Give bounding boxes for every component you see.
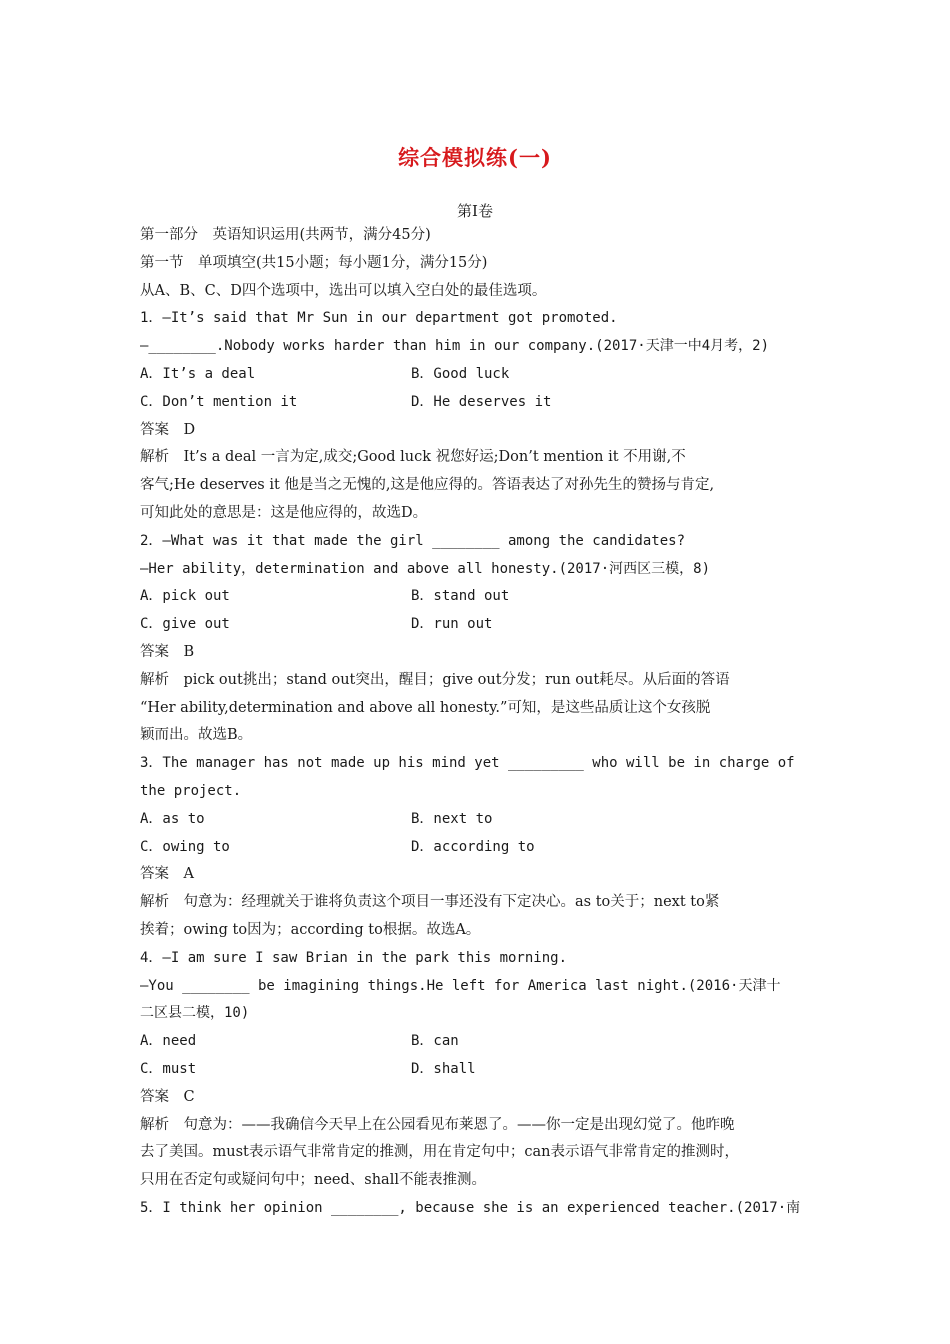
options-row [140,611,812,639]
question-stem: 4．—I am sure I saw Brian in the park this morning. [140,949,568,966]
question-stem: —You ________ be imagining things.He left for America last night.(2016·天津十 [140,977,781,994]
question-stem: 5．I think her opinion ________, because she is an experienced teacher.(2017·南 [140,1199,801,1216]
answer: 答案 C [140,1088,195,1105]
question-stem: the project. [140,782,242,799]
question-stem: 二区县二模，10) [140,1005,250,1022]
analysis-line: 解析 It’s a deal 一言为定,成交;Good luck 祝您好运;Don’t mention it 不用谢,不 [140,449,686,466]
analysis-line: 客气;He deserves it 他是当之无愧的,这是他应得的。答语表达了对孙先生的赞扬与肯定, [140,477,715,494]
analysis-line: 挨着；owing to因为；according to根据。故选A。 [140,921,481,938]
options-row [140,834,812,862]
document-body [140,222,812,1223]
question-4 [140,945,812,1195]
option-d: D．run out [411,616,493,633]
question-stem: 3．The manager has not made up his mind yet _________ who will be in charge of [140,755,795,772]
question-1 [140,305,812,527]
options-row [140,361,812,389]
analysis-line: 可知此处的意思是：这是他应得的，故选D。 [140,504,428,521]
analysis-line: 解析 句意为：经理就关于谁将负责这个项目一事还没有下定决心。as to关于；next to紧 [140,894,720,911]
analysis-line: “Her ability,determination and above all honesty.”可知，是这些品质让这个女孩脱 [140,699,711,716]
answer: 答案 D [140,421,196,438]
options-row [140,1056,812,1084]
option-d: D．according to [411,838,535,855]
part-heading: 第一部分 英语知识运用(共两节，满分45分) [140,227,431,243]
options-row [140,806,812,834]
question-stem: —________.Nobody works harder than him in our company.(2017·天津一中4月考，2) [140,338,770,355]
question-stem: —Her ability，determination and above all honesty.(2017·河西区三模，8) [140,560,711,577]
option-a: A．It’s a deal [140,365,256,382]
option-d: D．He deserves it [411,393,552,410]
option-b: B．Good luck [411,365,510,382]
option-b: B．stand out [411,588,510,605]
option-c: C．owing to [140,838,230,855]
section-heading: 第一节 单项填空(共15小题；每小题1分，满分15分) [140,254,488,271]
analysis-line: 解析 句意为：——我确信今天早上在公园看见布莱恩了。——你一定是出现幻觉了。他昨晚 [140,1116,735,1133]
option-c: C．Don’t mention it [140,393,298,410]
analysis-line: 颖而出。故选B。 [140,727,253,744]
question-5 [140,1195,812,1223]
question-2 [140,528,812,750]
analysis-line: 去了美国。must表示语气非常肯定的推测，用在肯定句中；can表示语气非常肯定的推测时， [140,1144,739,1161]
question-3 [140,750,812,945]
option-b: B．next to [411,810,493,827]
option-d: D．shall [411,1060,476,1077]
question-stem: 2．—What was it that made the girl ________ among the candidates? [140,532,686,549]
question-stem: 1．—It’s said that Mr Sun in our department got promoted. [140,310,618,327]
page-title: 综合模拟练(一) [398,145,552,170]
option-a: A．pick out [140,588,230,605]
option-a: A．need [140,1033,197,1050]
analysis-line: 解析 pick out挑出；stand out突出，醒目；give out分发；run out耗尽。从后面的答语 [140,671,730,688]
option-c: C．must [140,1060,197,1077]
options-row [140,1028,812,1056]
option-c: C．give out [140,616,230,633]
answer: 答案 B [140,643,195,660]
analysis-line: 只用在否定句或疑问句中；need、shall不能表推测。 [140,1172,486,1189]
option-a: A．as to [140,810,205,827]
option-b: B．can [411,1033,459,1050]
instruction: 从A、B、C、D四个选项中，选出可以填入空白处的最佳选项。 [140,282,547,299]
answer: 答案 A [140,866,194,883]
section-title: 第Ⅰ卷 [457,202,493,220]
options-row [140,583,812,611]
options-row [140,389,812,417]
